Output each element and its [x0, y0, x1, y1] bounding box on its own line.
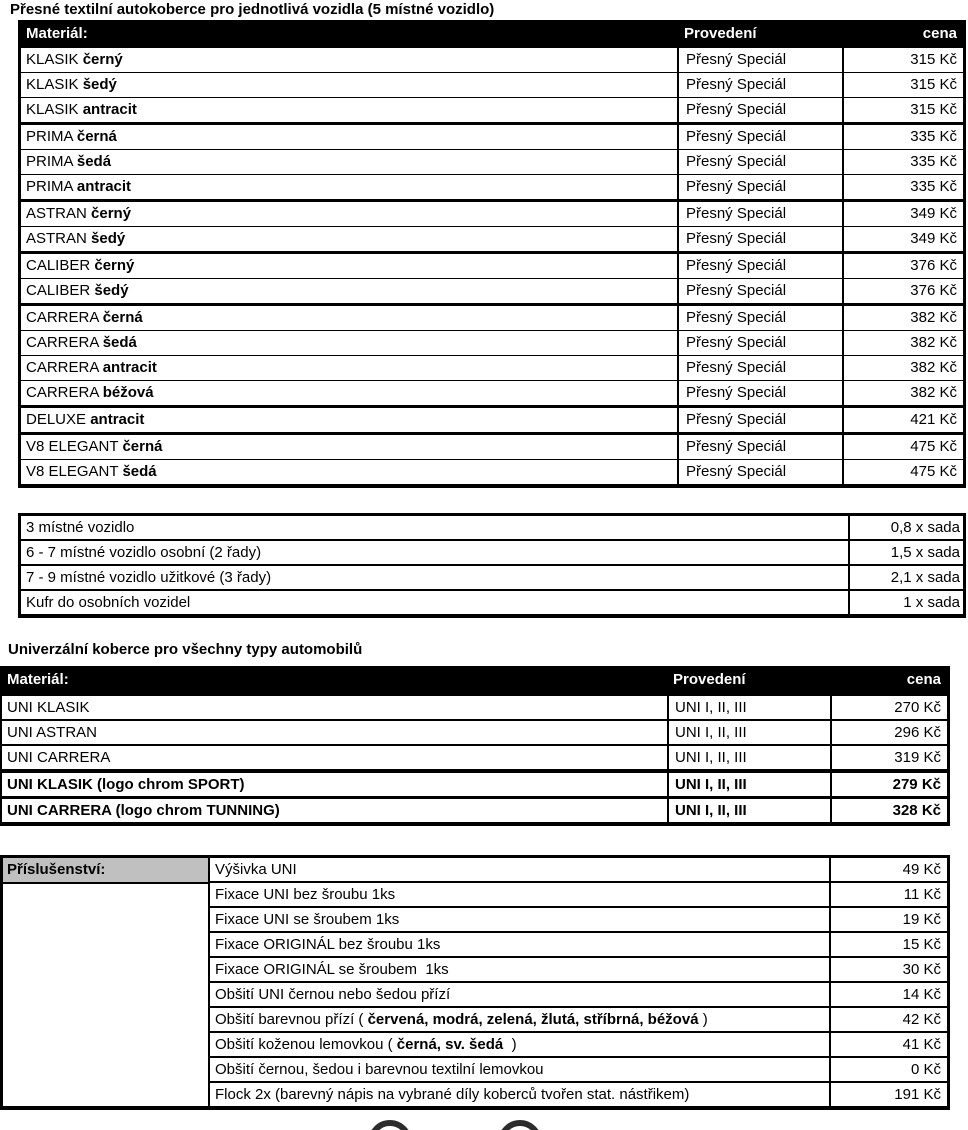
header-provedeni: Provedení [684, 25, 757, 42]
price-cell: 279 Kč [830, 773, 947, 796]
accessory-desc-cell: Obšití barevnou přízí ( červená, modrá, zelená, žlutá, stříbrná, béžová ) [215, 1011, 708, 1028]
price-cell: 421 Kč [842, 408, 963, 432]
multiplier-cell: 1,5 x sada [848, 541, 963, 564]
price-cell: 0 Kč [829, 1058, 947, 1081]
accessory-desc-cell: Fixace UNI se šroubem 1ks [215, 911, 400, 928]
material-cell: V8 ELEGANT šedá [26, 463, 157, 480]
provedeni-cell: UNI I, II, III [667, 773, 830, 796]
table-header-row [2, 666, 947, 694]
table-row [21, 72, 963, 97]
price-cell: 49 Kč [829, 858, 947, 881]
accessory-desc-cell: Fixace UNI bez šroubu 1ks [215, 886, 396, 903]
accessory-desc-cell: Fixace ORIGINÁL bez šroubu 1ks [215, 936, 441, 953]
material-cell: ASTRAN šedý [26, 230, 126, 247]
price-cell: 41 Kč [829, 1033, 947, 1056]
vehicle-type-cell: 3 místné vozidlo [26, 519, 135, 536]
table-row [21, 539, 963, 564]
material-cell: KLASIK černý [26, 51, 123, 68]
price-cell: 30 Kč [829, 958, 947, 981]
accessories-rows [210, 858, 947, 1106]
price-cell: 376 Kč [842, 254, 963, 278]
price-cell: 296 Kč [830, 721, 947, 744]
accessory-desc-cell: Flock 2x (barevný nápis na vybrané díly koberců tvořen stat. nástřikem) [215, 1086, 690, 1103]
multiplier-cell: 1 x sada [848, 591, 963, 614]
price-cell: 475 Kč [842, 460, 963, 484]
price-cell: 382 Kč [842, 306, 963, 330]
material-cell: KLASIK antracit [26, 101, 137, 118]
material-cell: UNI CARRERA (logo chrom TUNNING) [7, 802, 280, 819]
table-row [210, 1031, 947, 1056]
table-row [210, 931, 947, 956]
header-material: Materiál: [7, 671, 69, 688]
provedeni-cell: UNI I, II, III [667, 696, 830, 719]
precise-carpets-table [18, 20, 966, 488]
provedeni-cell: Přesný Speciál [677, 331, 842, 355]
accessory-desc-cell: Obšití UNI černou nebo šedou přízí [215, 986, 451, 1003]
vehicle-type-cell: Kufr do osobních vozidel [26, 594, 191, 611]
table-row [21, 174, 963, 199]
table-row [210, 881, 947, 906]
table-row [2, 769, 947, 796]
table-row [21, 459, 963, 484]
table-row [21, 47, 963, 72]
provedeni-cell: Přesný Speciál [677, 125, 842, 149]
table-row [2, 694, 947, 719]
accessory-desc-cell: Fixace ORIGINÁL se šroubem 1ks [215, 961, 449, 978]
header-provedeni: Provedení [673, 671, 746, 688]
provedeni-cell: Přesný Speciál [677, 408, 842, 432]
provedeni-cell: Přesný Speciál [677, 381, 842, 405]
material-cell: UNI ASTRAN [7, 724, 98, 741]
set-multiplier-table [18, 513, 966, 618]
table-row [21, 589, 963, 614]
multiplier-cell: 2,1 x sada [848, 566, 963, 589]
material-cell: V8 ELEGANT černá [26, 438, 163, 455]
material-cell: UNI KLASIK (logo chrom SPORT) [7, 776, 245, 793]
material-cell: CALIBER černý [26, 257, 135, 274]
price-cell: 376 Kč [842, 279, 963, 303]
table-row [21, 278, 963, 303]
section2-title: Univerzální koberce pro všechny typy automobilů [8, 641, 363, 658]
table-row [21, 149, 963, 174]
material-cell: CARRERA béžová [26, 384, 154, 401]
material-cell: KLASIK šedý [26, 76, 117, 93]
table-row [210, 1006, 947, 1031]
table-row [21, 122, 963, 149]
provedeni-cell: UNI I, II, III [667, 746, 830, 769]
cropped-logo-arc [498, 1120, 542, 1130]
material-cell: PRIMA antracit [26, 178, 132, 195]
price-cell: 319 Kč [830, 746, 947, 769]
provedeni-cell: UNI I, II, III [667, 721, 830, 744]
material-cell: UNI KLASIK [7, 699, 90, 716]
table-row [21, 380, 963, 405]
price-cell: 475 Kč [842, 435, 963, 459]
price-cell: 382 Kč [842, 331, 963, 355]
price-cell: 14 Kč [829, 983, 947, 1006]
provedeni-cell: Přesný Speciál [677, 48, 842, 72]
price-cell: 328 Kč [830, 799, 947, 822]
provedeni-cell: Přesný Speciál [677, 356, 842, 380]
table-row [210, 906, 947, 931]
header-cena: cena [922, 25, 957, 42]
table-row [21, 303, 963, 330]
provedeni-cell: Přesný Speciál [677, 435, 842, 459]
provedeni-cell: Přesný Speciál [677, 227, 842, 251]
material-cell: PRIMA šedá [26, 153, 112, 170]
table-row [210, 956, 947, 981]
accessory-desc-cell: Obšití koženou lemovkou ( černá, sv. šedá ) [215, 1036, 517, 1053]
price-cell: 11 Kč [829, 883, 947, 906]
provedeni-cell: UNI I, II, III [667, 799, 830, 822]
price-cell: 191 Kč [829, 1083, 947, 1106]
price-cell: 335 Kč [842, 125, 963, 149]
price-cell: 335 Kč [842, 175, 963, 199]
table-row [2, 719, 947, 744]
table-row [21, 226, 963, 251]
price-cell: 349 Kč [842, 227, 963, 251]
material-cell: CALIBER šedý [26, 282, 129, 299]
vehicle-type-cell: 6 - 7 místné vozidlo osobní (2 řady) [26, 544, 262, 561]
price-cell: 335 Kč [842, 150, 963, 174]
accessories-table [0, 855, 950, 1110]
price-cell: 349 Kč [842, 202, 963, 226]
material-cell: ASTRAN černý [26, 205, 132, 222]
table-row [21, 251, 963, 278]
header-cena: cena [906, 671, 941, 688]
provedeni-cell: Přesný Speciál [677, 254, 842, 278]
table-row [2, 796, 947, 822]
table-header-row [21, 20, 963, 47]
provedeni-cell: Přesný Speciál [677, 175, 842, 199]
price-cell: 315 Kč [842, 98, 963, 122]
table-row [21, 199, 963, 226]
table-row [21, 405, 963, 432]
table-row [21, 432, 963, 459]
price-cell: 270 Kč [830, 696, 947, 719]
material-cell: DELUXE antracit [26, 411, 145, 428]
table-row [210, 858, 947, 881]
table-row [210, 981, 947, 1006]
material-cell: UNI CARRERA [7, 749, 111, 766]
universal-carpets-table [0, 666, 950, 826]
accessory-desc-cell: Výšivka UNI [215, 861, 297, 878]
accessories-label: Příslušenství: [3, 858, 208, 884]
table-row [21, 355, 963, 380]
table-row [21, 330, 963, 355]
material-cell: CARRERA černá [26, 309, 143, 326]
table-row [210, 1056, 947, 1081]
header-material: Materiál: [26, 25, 88, 42]
provedeni-cell: Přesný Speciál [677, 460, 842, 484]
material-cell: PRIMA černá [26, 128, 117, 145]
table-row [2, 744, 947, 769]
accessories-label-column [3, 858, 210, 1106]
material-cell: CARRERA antracit [26, 359, 157, 376]
price-cell: 382 Kč [842, 381, 963, 405]
accessory-desc-cell: Obšití černou, šedou i barevnou textilní lemovkou [215, 1061, 544, 1078]
table-row [21, 564, 963, 589]
provedeni-cell: Přesný Speciál [677, 202, 842, 226]
table-row [21, 516, 963, 539]
price-cell: 42 Kč [829, 1008, 947, 1031]
cropped-logo-arc [368, 1120, 412, 1130]
price-cell: 15 Kč [829, 933, 947, 956]
price-cell: 315 Kč [842, 48, 963, 72]
table-row [21, 97, 963, 122]
provedeni-cell: Přesný Speciál [677, 73, 842, 97]
multiplier-cell: 0,8 x sada [848, 516, 963, 539]
provedeni-cell: Přesný Speciál [677, 279, 842, 303]
vehicle-type-cell: 7 - 9 místné vozidlo užitkové (3 řady) [26, 569, 272, 586]
provedeni-cell: Přesný Speciál [677, 150, 842, 174]
price-cell: 315 Kč [842, 73, 963, 97]
provedeni-cell: Přesný Speciál [677, 306, 842, 330]
price-cell: 19 Kč [829, 908, 947, 931]
material-cell: CARRERA šedá [26, 334, 137, 351]
table-row [210, 1081, 947, 1106]
provedeni-cell: Přesný Speciál [677, 98, 842, 122]
price-cell: 382 Kč [842, 356, 963, 380]
section1-title: Přesné textilní autokoberce pro jednotlivá vozidla (5 místné vozidlo) [10, 1, 495, 18]
